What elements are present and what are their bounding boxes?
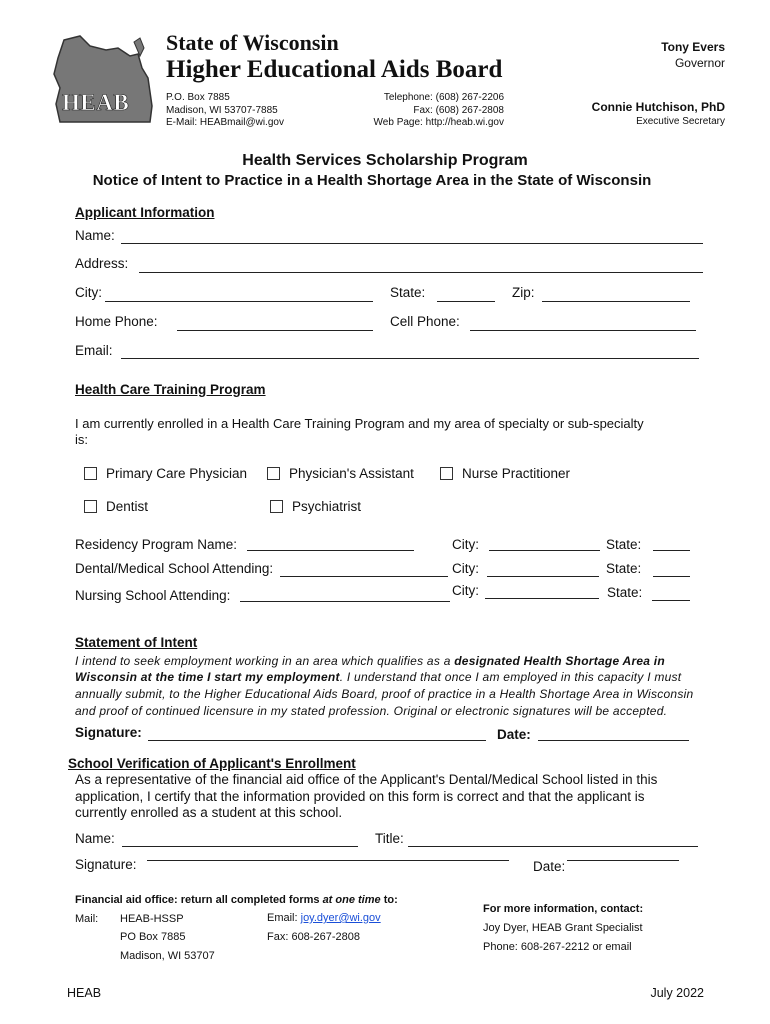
city-field[interactable] [105,301,373,302]
return-lead [75,894,398,906]
verification-signature-field[interactable] [147,860,509,861]
home-phone-field[interactable] [177,330,373,331]
governor-name: Tony Evers [661,40,725,54]
logo-text: HEAB [62,90,130,115]
state-label: State: [390,285,426,300]
email-label: Email: [75,343,113,358]
intent-line-1 [75,654,665,668]
name-field[interactable] [121,243,703,244]
page-subtitle: Notice of Intent to Practice in a Health Shortage Area in the State of Wisconsin [92,172,652,189]
header-address [166,92,284,130]
verification-signature-label: Signature: [75,857,137,872]
intent-date-field[interactable] [538,740,689,741]
training-statement-1: I am currently enrolled in a Health Care Training Program and my area of specialty or sub-specialty [75,416,644,431]
intent-text: I intend to seek employment working in an area which qualifies as a [75,654,455,668]
intent-text: . I understand that once I am employed in this capacity I must [339,670,682,684]
city-label: City: [75,285,102,300]
return-lead-text: to: [380,894,398,906]
web-page: Web Page: http://heab.wi.gov [373,117,504,128]
zip-field[interactable] [542,301,690,302]
intent-emphasis: Wisconsin at the time I start my employment [75,670,340,684]
more-info-line-2: Phone: 608-267-2212 or email [483,941,632,953]
header-contact [350,92,504,130]
applicant-heading: Applicant Information [75,205,215,220]
verification-name-label: Name: [75,831,115,846]
intent-line-4: and proof of continued licensure in my stated profession. Original or electronic signatures will be accepted. [75,704,668,718]
psychiatrist-checkbox[interactable] [270,500,283,513]
intent-heading: Statement of Intent [75,635,198,650]
fax: Fax: (608) 267-2808 [413,104,504,116]
telephone: Telephone: (608) 267-2206 [383,92,504,103]
nursing-state-label: State: [607,585,643,600]
secretary-name: Connie Hutchison, PhD [591,100,725,114]
verification-date-label: Date: [533,859,566,874]
training-heading: Health Care Training Program [75,382,266,397]
home-phone-label: Home Phone: [75,314,158,329]
zip-label: Zip: [512,285,535,300]
residency-state-label: State: [606,537,642,552]
psychiatrist-label: Psychiatrist [292,499,362,514]
state-heading: State of Wisconsin [166,30,339,55]
state-field[interactable] [437,301,495,302]
nursing-city-label: City: [452,583,479,598]
cell-phone-label: Cell Phone: [390,314,460,329]
intent-line-3: annually submit, to the Higher Educational Aids Board, proof of practice in a Health Shortage Area in Wisconsin [75,687,694,701]
more-info-heading: For more information, contact: [483,903,644,915]
dental-state-label: State: [606,561,642,576]
verification-title-label: Title: [375,831,404,846]
more-info-line-1: Joy Dyer, HEAB Grant Specialist [483,922,643,934]
residency-field[interactable] [247,550,414,551]
verification-date-field[interactable] [567,860,679,861]
primary-care-checkbox[interactable] [84,467,97,480]
address-line: E-Mail: HEABmail@wi.gov [166,117,284,128]
dentist-label: Dentist [106,499,149,514]
primary-care-label: Primary Care Physician [106,466,248,481]
return-lead-emphasis: at one time [322,894,381,906]
dental-city-label: City: [452,561,479,576]
fax-contact: Fax: 608-267-2808 [267,931,360,943]
name-label: Name: [75,228,115,243]
verification-line-3: currently enrolled as a student at this school. [75,805,343,820]
residency-label: Residency Program Name: [75,537,238,552]
residency-city-field[interactable] [489,550,600,551]
governor-title: Governor [674,56,725,70]
physicians-assistant-label: Physician's Assistant [289,466,414,481]
mail-line-2: PO Box 7885 [120,931,186,943]
mail-line-1: HEAB-HSSP [120,913,184,925]
address-line: P.O. Box 7885 [166,92,230,103]
footer-right: July 2022 [650,986,704,1000]
verification-title-field[interactable] [408,846,698,847]
intent-line-2 [75,670,681,684]
nursing-city-field[interactable] [485,598,599,599]
verification-line-1: As a representative of the financial aid office of the Applicant's Dental/Medical School listed in this [75,772,658,787]
mail-label: Mail: [75,913,99,925]
nursing-field[interactable] [240,601,450,602]
email-contact [267,912,381,924]
training-statement-2: is: [75,432,88,447]
verification-name-field[interactable] [122,846,358,847]
address-field[interactable] [139,272,703,273]
cell-phone-field[interactable] [470,330,696,331]
return-lead-text: Financial aid office: return all completed forms [75,894,323,906]
residency-state-field[interactable] [653,550,690,551]
dental-city-field[interactable] [487,576,599,577]
secretary-title: Executive Secretary [636,116,725,127]
board-heading: Higher Educational Aids Board [166,56,503,83]
nursing-label: Nursing School Attending: [75,588,231,603]
dental-medical-field[interactable] [280,576,448,577]
email-field[interactable] [121,358,699,359]
verification-line-2: application, I certify that the information provided on this form is correct and that the applicant is [75,789,645,804]
dental-medical-label: Dental/Medical School Attending: [75,561,274,576]
intent-signature-field[interactable] [148,740,486,741]
verification-heading: School Verification of Applicant's Enrollment [68,756,356,771]
intent-date-label: Date: [497,727,531,742]
dental-state-field[interactable] [653,576,690,577]
intent-emphasis: designated Health Shortage Area in [454,654,665,668]
page-title: Health Services Scholarship Program [242,152,528,169]
heab-logo [50,34,158,126]
email-link[interactable]: joy.dyer@wi.gov [300,912,381,924]
physicians-assistant-checkbox[interactable] [267,467,280,480]
nurse-practitioner-checkbox[interactable] [440,467,453,480]
mail-line-3: Madison, WI 53707 [120,950,215,962]
intent-signature-label: Signature: [75,725,142,740]
address-label: Address: [75,256,129,271]
address-line: Madison, WI 53707-7885 [166,104,278,116]
dentist-checkbox[interactable] [84,500,97,513]
residency-city-label: City: [452,537,479,552]
nursing-state-field[interactable] [652,600,690,601]
email-contact-label: Email: [267,912,298,924]
footer-left: HEAB [67,986,102,1000]
nurse-practitioner-label: Nurse Practitioner [462,466,571,481]
